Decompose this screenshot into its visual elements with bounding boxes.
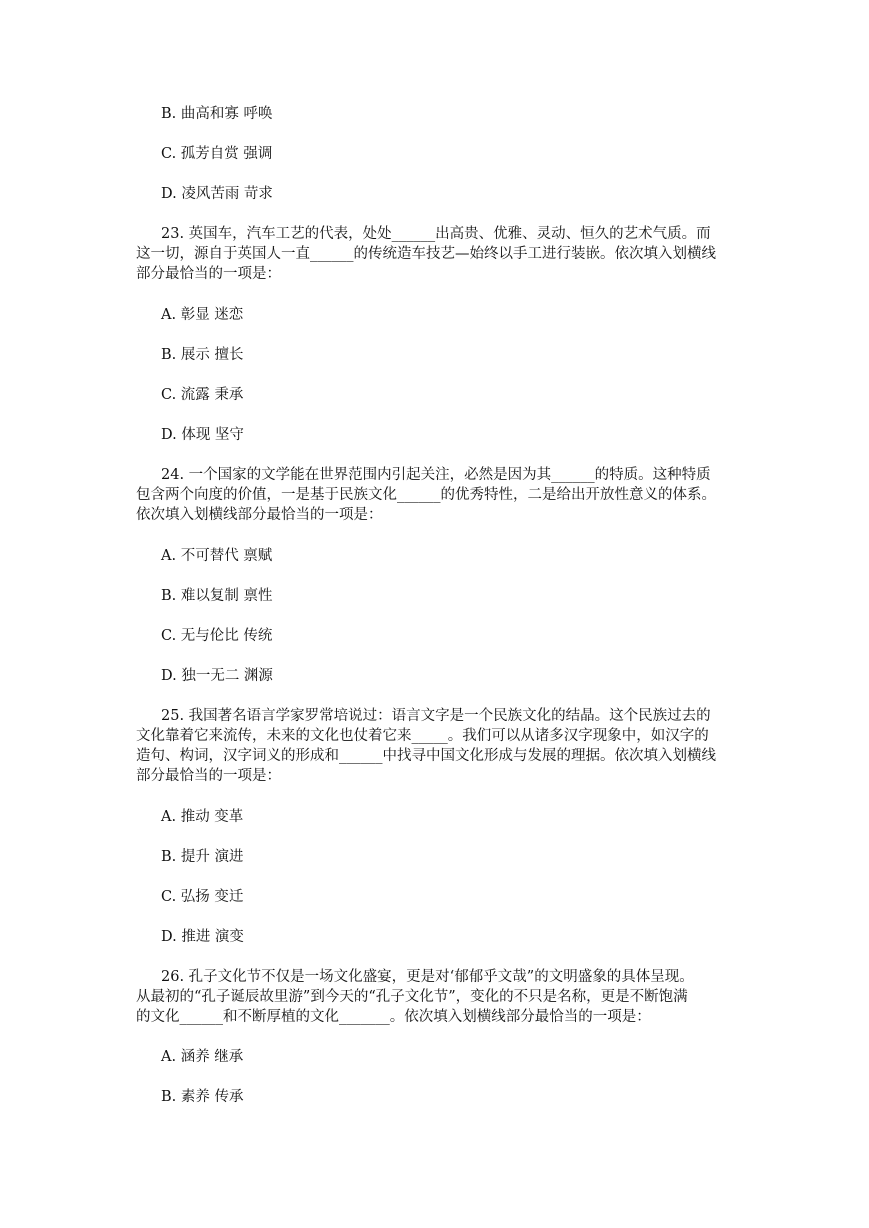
q26-option-b: B. 素养 传承 bbox=[161, 1089, 244, 1105]
q25-option-a: A. 推动 变革 bbox=[161, 809, 244, 825]
q26-stem-line-3: 的文化______和不断厚植的文化_______。依次填入划横线部分最恰当的一项是： bbox=[136, 1009, 651, 1025]
q24-stem-line-3: 依次填入划横线部分最恰当的一项是： bbox=[136, 507, 383, 523]
q25-stem bbox=[136, 706, 718, 786]
q23-option-b: B. 展示 擅长 bbox=[161, 347, 244, 363]
q24-option-d: D. 独一无二 渊源 bbox=[161, 668, 273, 684]
q23-stem bbox=[136, 224, 718, 284]
q24-option-c: C. 无与伦比 传统 bbox=[161, 628, 273, 644]
q25-stem-line-3: 造句、构词，汉字词义的形成和______中找寻中国文化形成与发展的理据。依次填入划横线 bbox=[136, 748, 716, 764]
q22-option-c: C. 孤芳自赏 强调 bbox=[161, 146, 273, 162]
q23-option-d: D. 体现 坚守 bbox=[161, 427, 244, 443]
q25-stem-line-1: 25. 我国著名语言学家罗常培说过：语言文字是一个民族文化的结晶。这个民族过去的 bbox=[161, 708, 711, 724]
q22-option-d: D. 凌风苦雨 苛求 bbox=[161, 186, 273, 202]
q25-option-d: D. 推进 演变 bbox=[161, 929, 244, 945]
q25-option-b: B. 提升 演进 bbox=[161, 849, 244, 865]
q25-stem-line-4: 部分最恰当的一项是： bbox=[136, 768, 281, 784]
q26-stem-line-2: 从最初的“孔子诞辰故里游”到今天的“孔子文化节”，变化的不只是名称，更是不断饱满 bbox=[136, 989, 688, 1005]
q26-stem bbox=[136, 967, 718, 1027]
q24-stem-line-2: 包含两个向度的价值，一是基于民族文化______的优秀特性，二是给出开放性意义的体系。 bbox=[136, 487, 716, 503]
q24-stem-line-1: 24. 一个国家的文学能在世界范围内引起关注，必然是因为其______的特质。这种特质 bbox=[161, 467, 711, 483]
q25-stem-line-2: 文化靠着它来流传，未来的文化也仗着它来_____。我们可以从诸多汉字现象中，如汉字的 bbox=[136, 728, 709, 744]
q24-option-b: B. 难以复制 禀性 bbox=[161, 588, 273, 604]
q23-option-a: A. 彰显 迷恋 bbox=[161, 307, 244, 323]
q23-stem-line-3: 部分最恰当的一项是： bbox=[136, 266, 281, 282]
q23-option-c: C. 流露 秉承 bbox=[161, 387, 244, 403]
q23-stem-line-2: 这一切，源自于英国人一直______的传统造车技艺—始终以手工进行装嵌。依次填入划横线 bbox=[136, 246, 716, 262]
q23-stem-line-1: 23. 英国车，汽车工艺的代表，处处______出高贵、优雅、灵动、恒久的艺术气质。而 bbox=[161, 226, 711, 242]
q22-option-b: B. 曲高和寡 呼唤 bbox=[161, 106, 273, 122]
q25-option-c: C. 弘扬 变迁 bbox=[161, 889, 244, 905]
q24-stem bbox=[136, 465, 718, 525]
q26-stem-line-1: 26. 孔子文化节不仅是一场文化盛宴，更是对‘郁郁乎文哉”的文明盛象的具体呈现。 bbox=[161, 969, 694, 985]
q26-option-a: A. 涵养 继承 bbox=[161, 1049, 244, 1065]
q24-option-a: A. 不可替代 禀赋 bbox=[161, 548, 273, 564]
